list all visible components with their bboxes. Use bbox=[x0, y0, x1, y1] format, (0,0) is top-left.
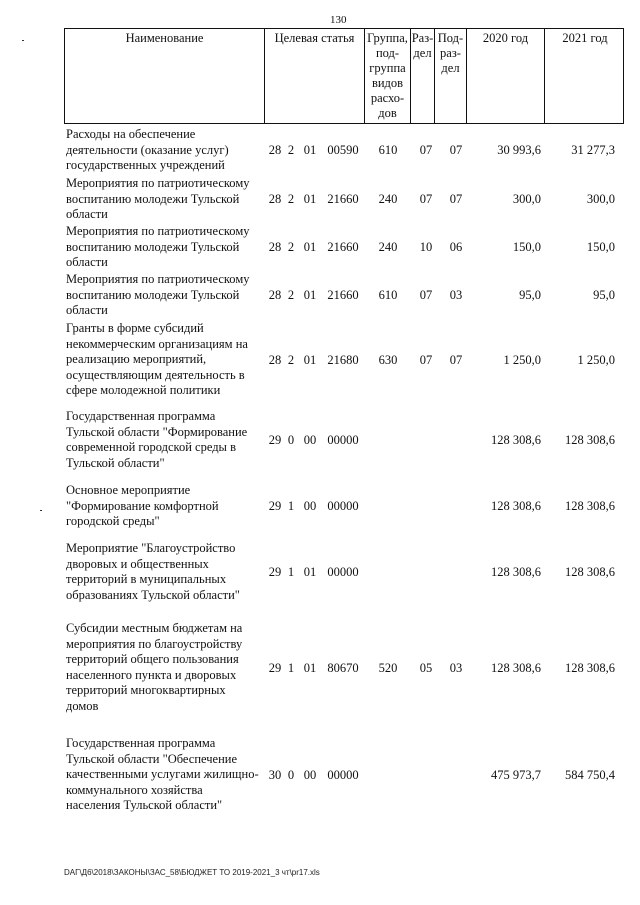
row-group: 240 bbox=[378, 192, 398, 206]
row-section: 07 bbox=[419, 143, 433, 157]
header-year-2021: 2021 год bbox=[562, 31, 608, 45]
row-code-direction: 00000 bbox=[327, 768, 359, 782]
row-code-subprogram: 2 bbox=[287, 288, 295, 302]
row-value-2020: 30 993,6 bbox=[497, 143, 541, 157]
header-target-article: Целевая статья bbox=[265, 29, 365, 123]
row-group: 610 bbox=[378, 143, 398, 157]
row-code-event: 01 bbox=[303, 565, 317, 579]
row-subsection: 06 bbox=[449, 240, 463, 254]
page-number: 130 bbox=[330, 14, 347, 26]
row-subsection: 07 bbox=[449, 353, 463, 367]
row-code-program: 29 bbox=[268, 661, 282, 675]
row-code-direction: 21680 bbox=[327, 353, 359, 367]
row-code-subprogram: 1 bbox=[287, 499, 295, 513]
row-group: 520 bbox=[378, 661, 398, 675]
row-name: Мероприятия по патриотическому воспитанию молодежи Тульской области bbox=[66, 272, 250, 317]
scan-speck bbox=[40, 510, 42, 511]
row-code-event: 01 bbox=[303, 143, 317, 157]
row-code-subprogram: 1 bbox=[287, 661, 295, 675]
row-code-event: 01 bbox=[303, 240, 317, 254]
row-value-2021: 150,0 bbox=[586, 240, 615, 254]
row-name: Государственная программа Тульской области "Обеспечение качественными услугами жилищно- коммунального хозяйства населения Тульской области" bbox=[66, 736, 259, 812]
row-subsection: 07 bbox=[449, 143, 463, 157]
header-year-2020: 2020 год bbox=[467, 29, 545, 123]
row-value-2020: 475 973,7 bbox=[491, 768, 541, 782]
row-code-direction: 21660 bbox=[327, 192, 359, 206]
row-name: Мероприятие "Благоустройство дворовых и общественных территорий в муниципальных образованиях Тульской области" bbox=[66, 541, 240, 602]
row-name: Субсидии местным бюджетам на мероприятия по благоустройству территорий общего пользования населенного пункта и дворовых территорий многоквартирных домов bbox=[66, 621, 243, 713]
row-code-event: 00 bbox=[303, 768, 317, 782]
row-code-program: 29 bbox=[268, 499, 282, 513]
row-code-direction: 00590 bbox=[327, 143, 359, 157]
row-value-2021: 128 308,6 bbox=[565, 499, 615, 513]
row-code-direction: 21660 bbox=[327, 288, 359, 302]
row-name: Государственная программа Тульской области "Формирование современной городской среды в Тульской области" bbox=[66, 409, 248, 470]
row-code-program: 29 bbox=[268, 565, 282, 579]
row-value-2020: 1 250,0 bbox=[503, 353, 541, 367]
row-group: 240 bbox=[378, 240, 398, 254]
row-section: 07 bbox=[419, 288, 433, 302]
table-header bbox=[64, 28, 624, 124]
row-section: 05 bbox=[419, 661, 433, 675]
row-code-subprogram: 2 bbox=[287, 143, 295, 157]
row-value-2020: 128 308,6 bbox=[491, 565, 541, 579]
row-code-program: 29 bbox=[268, 433, 282, 447]
row-value-2020: 300,0 bbox=[512, 192, 541, 206]
row-name: Мероприятия по патриотическому воспитанию молодежи Тульской области bbox=[66, 224, 250, 269]
header-group: Группа, под- группа видов расхо- дов bbox=[365, 29, 411, 123]
row-code-subprogram: 0 bbox=[287, 768, 295, 782]
row-code-event: 01 bbox=[303, 353, 317, 367]
row-code-program: 28 bbox=[268, 143, 282, 157]
row-value-2020: 95,0 bbox=[519, 288, 541, 302]
row-subsection: 03 bbox=[449, 288, 463, 302]
row-value-2021: 95,0 bbox=[593, 288, 615, 302]
row-code-program: 30 bbox=[268, 768, 282, 782]
row-code-direction: 00000 bbox=[327, 499, 359, 513]
row-code-program: 28 bbox=[268, 192, 282, 206]
row-name: Основное мероприятие "Формирование комфортной городской среды" bbox=[66, 483, 219, 528]
row-group: 630 bbox=[378, 353, 398, 367]
row-value-2021: 584 750,4 bbox=[565, 768, 615, 782]
row-code-program: 28 bbox=[268, 240, 282, 254]
row-value-2020: 150,0 bbox=[512, 240, 541, 254]
row-group: 610 bbox=[378, 288, 398, 302]
row-code-event: 00 bbox=[303, 499, 317, 513]
row-code-subprogram: 1 bbox=[287, 565, 295, 579]
row-name: Расходы на обеспечение деятельности (оказание услуг) государственных учреждений bbox=[66, 127, 229, 172]
row-value-2020: 128 308,6 bbox=[491, 499, 541, 513]
scan-speck bbox=[22, 40, 24, 41]
row-code-program: 28 bbox=[268, 353, 282, 367]
row-value-2021: 128 308,6 bbox=[565, 565, 615, 579]
row-value-2021: 300,0 bbox=[586, 192, 615, 206]
row-value-2021: 128 308,6 bbox=[565, 661, 615, 675]
row-code-event: 00 bbox=[303, 433, 317, 447]
row-code-direction: 00000 bbox=[327, 565, 359, 579]
row-section: 07 bbox=[419, 192, 433, 206]
row-name: Гранты в форме субсидий некоммерческим организациям на реализацию мероприятий, осуществляющим деятельность в сфере молодежной политики bbox=[66, 321, 248, 397]
row-code-direction: 21660 bbox=[327, 240, 359, 254]
row-value-2020: 128 308,6 bbox=[491, 433, 541, 447]
row-value-2021: 128 308,6 bbox=[565, 433, 615, 447]
row-code-subprogram: 0 bbox=[287, 433, 295, 447]
row-code-direction: 00000 bbox=[327, 433, 359, 447]
file-path-footer: DAГ\Д6\2018\ЗАКОНЫ\ЗАС_58\БЮДЖЕТ ТО 2019-2021_3 чт\pr17.xls bbox=[64, 868, 320, 877]
row-subsection: 03 bbox=[449, 661, 463, 675]
row-code-subprogram: 2 bbox=[287, 240, 295, 254]
row-name: Мероприятия по патриотическому воспитанию молодежи Тульской области bbox=[66, 176, 250, 221]
row-subsection: 07 bbox=[449, 192, 463, 206]
row-code-subprogram: 2 bbox=[287, 192, 295, 206]
row-section: 07 bbox=[419, 353, 433, 367]
header-subsection: Под- раз- дел bbox=[435, 29, 467, 123]
header-name: Наименование bbox=[65, 29, 265, 123]
row-value-2021: 1 250,0 bbox=[577, 353, 615, 367]
row-value-2020: 128 308,6 bbox=[491, 661, 541, 675]
row-value-2021: 31 277,3 bbox=[571, 143, 615, 157]
row-section: 10 bbox=[419, 240, 433, 254]
row-code-event: 01 bbox=[303, 288, 317, 302]
row-code-event: 01 bbox=[303, 661, 317, 675]
row-code-program: 28 bbox=[268, 288, 282, 302]
row-code-direction: 80670 bbox=[327, 661, 359, 675]
header-section: Раз- дел bbox=[411, 29, 435, 123]
row-code-subprogram: 2 bbox=[287, 353, 295, 367]
row-code-event: 01 bbox=[303, 192, 317, 206]
